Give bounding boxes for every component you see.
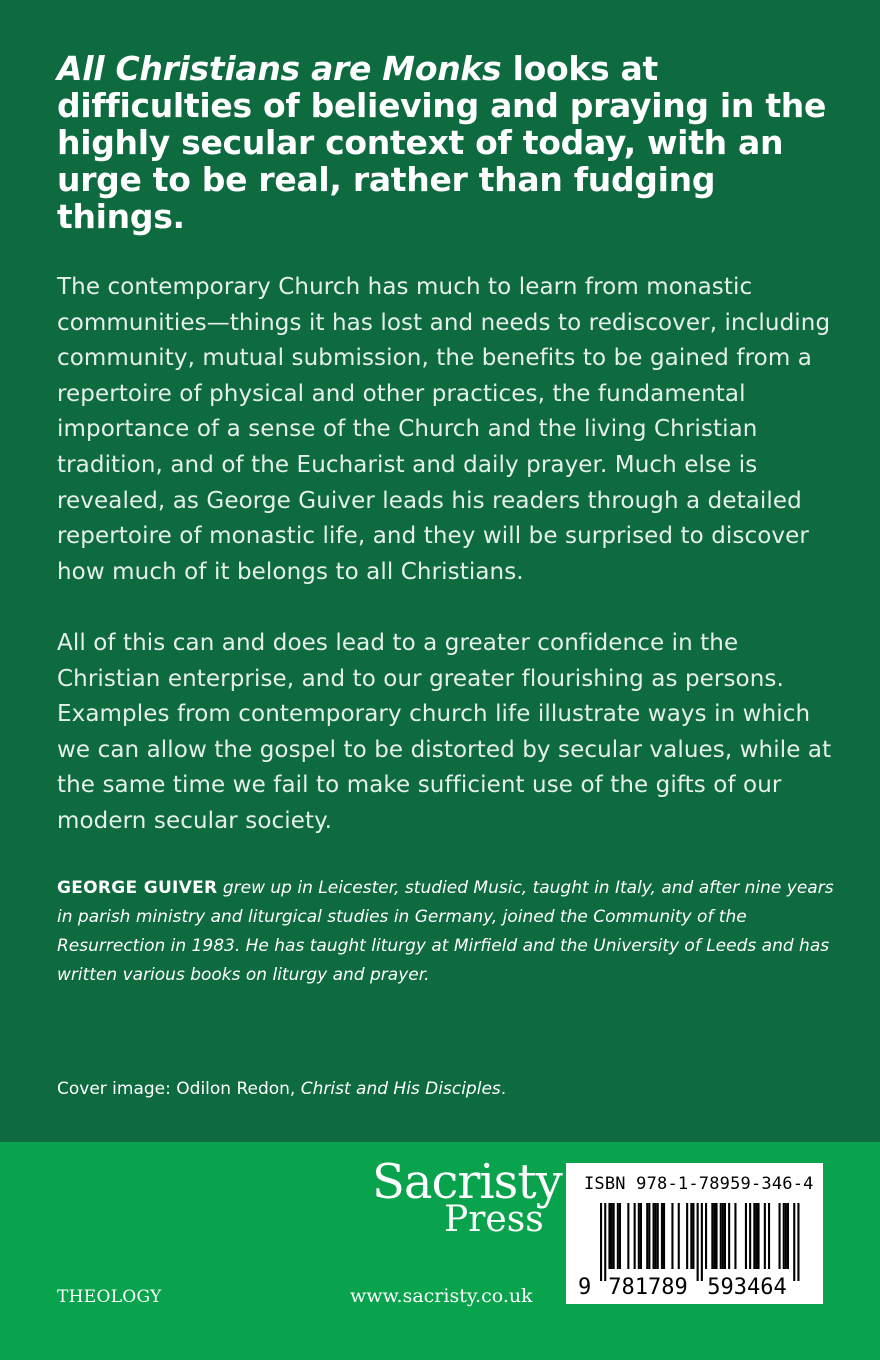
isbn-barcode-box: [566, 1163, 823, 1304]
barcode-bar: [758, 1203, 760, 1269]
cover-image-credit: [57, 1076, 847, 1102]
barcode-bar: [653, 1203, 655, 1269]
barcode-bar: [787, 1203, 789, 1269]
blurb-headline: [57, 50, 847, 235]
barcode-bar: [711, 1203, 713, 1269]
barcode-bar: [705, 1203, 707, 1269]
category-label: THEOLOGY: [57, 1287, 162, 1307]
credit-suffix: .: [500, 1079, 507, 1099]
barcode-bar: [755, 1203, 757, 1269]
book-title: All Christians are Monks: [57, 49, 502, 88]
barcode-bar: [785, 1203, 787, 1269]
barcode-bar: [690, 1203, 692, 1269]
barcode-bar: [701, 1203, 703, 1281]
barcode-bar: [648, 1203, 650, 1269]
barcode-bar: [661, 1203, 663, 1269]
barcode-bar: [638, 1203, 640, 1269]
barcode-left-digits: 781789: [608, 1275, 688, 1300]
barcode-bar: [600, 1203, 602, 1281]
barcode-bar: [613, 1203, 615, 1269]
barcode-bar: [797, 1203, 799, 1281]
barcode-first-digit: 9: [578, 1275, 592, 1300]
barcode-bar: [678, 1203, 680, 1269]
barcode-bar: [734, 1203, 736, 1269]
barcode-bar: [692, 1203, 694, 1269]
blurb-paragraph-1: The contemporary Church has much to learn from monastic communities—things it has lost and needs to rediscover, including community, mutual submission, the benefits to be gained from a repertoire of physical and other practices, the fundamental importance of a sense of the Church and the living Christian tradition, and of the Eucharist and daily prayer. Much else is revealed, as George Guiver leads his readers through a detailed repertoire of monastic life, and they will be surprised to discover how much of it belongs to all Christians.: [57, 274, 831, 585]
barcode-bar: [753, 1203, 755, 1269]
publisher-logo-line-2: Press: [444, 1199, 544, 1240]
barcode-bar: [663, 1203, 665, 1269]
barcode-bar: [627, 1203, 629, 1269]
publisher-logo-line-1: Sacristy: [372, 1154, 562, 1210]
credit-artwork-title: Christ and His Disciples: [300, 1079, 501, 1099]
barcode-bar: [655, 1203, 657, 1269]
barcode-bar: [608, 1203, 610, 1269]
credit-prefix: Cover image: Odilon Redon,: [57, 1079, 301, 1099]
barcode-bar: [634, 1203, 636, 1269]
barcode-bar: [724, 1203, 726, 1269]
barcode-bar: [768, 1203, 770, 1269]
barcode: [566, 1163, 823, 1304]
barcode-bar: [697, 1203, 699, 1281]
barcode-bar: [657, 1203, 659, 1269]
barcode-bar: [779, 1203, 781, 1269]
barcode-bar: [764, 1203, 766, 1269]
publisher-website: www.sacristy.co.uk: [350, 1285, 533, 1307]
author-bio-text: grew up in Leicester, studied Music, taught in Italy, and after nine years in parish ministry and liturgical studies in Germany, joined the Community of the Resurrection in 1983. He has taught liturgy at Mirfield and the University of Leeds and has written various books on liturgy and prayer.: [57, 878, 834, 985]
publisher-logo: [372, 1154, 562, 1240]
barcode-bar: [640, 1203, 642, 1269]
barcode-bar: [783, 1203, 785, 1269]
headline-text: looks at difficulties of believing and praying in the highly secular context of today, with an urge to be real, rather than fudging things.: [57, 49, 827, 236]
barcode-bar: [793, 1203, 795, 1281]
author-bio: [57, 874, 847, 990]
barcode-bar: [728, 1203, 730, 1269]
isbn-text: ISBN 978-1-78959-346-4: [584, 1174, 814, 1194]
barcode-bar: [619, 1203, 621, 1269]
barcode-bar: [713, 1203, 715, 1269]
barcode-bar: [617, 1203, 619, 1269]
blurb-paragraph-2: All of this can and does lead to a greater confidence in the Christian enterprise, and to our greater flourishing as persons. Examples from contemporary church life illustrate ways in which we can allow the gospel to be distorted by secular values, while at the same time we fail to make sufficient use of the gifts of our modern secular society.: [57, 630, 832, 834]
barcode-bar: [716, 1203, 718, 1269]
barcode-bar: [671, 1203, 673, 1269]
barcode-bar: [604, 1203, 606, 1281]
barcode-bar: [745, 1203, 747, 1269]
barcode-bar: [749, 1203, 751, 1269]
barcode-bar: [720, 1203, 722, 1269]
barcode-bar: [646, 1203, 648, 1269]
barcode-bar: [611, 1203, 613, 1269]
barcode-bar: [686, 1203, 688, 1269]
barcode-right-digits: 593464: [707, 1275, 787, 1300]
author-name: GEORGE GUIVER: [57, 878, 218, 898]
barcode-bar: [722, 1203, 724, 1269]
